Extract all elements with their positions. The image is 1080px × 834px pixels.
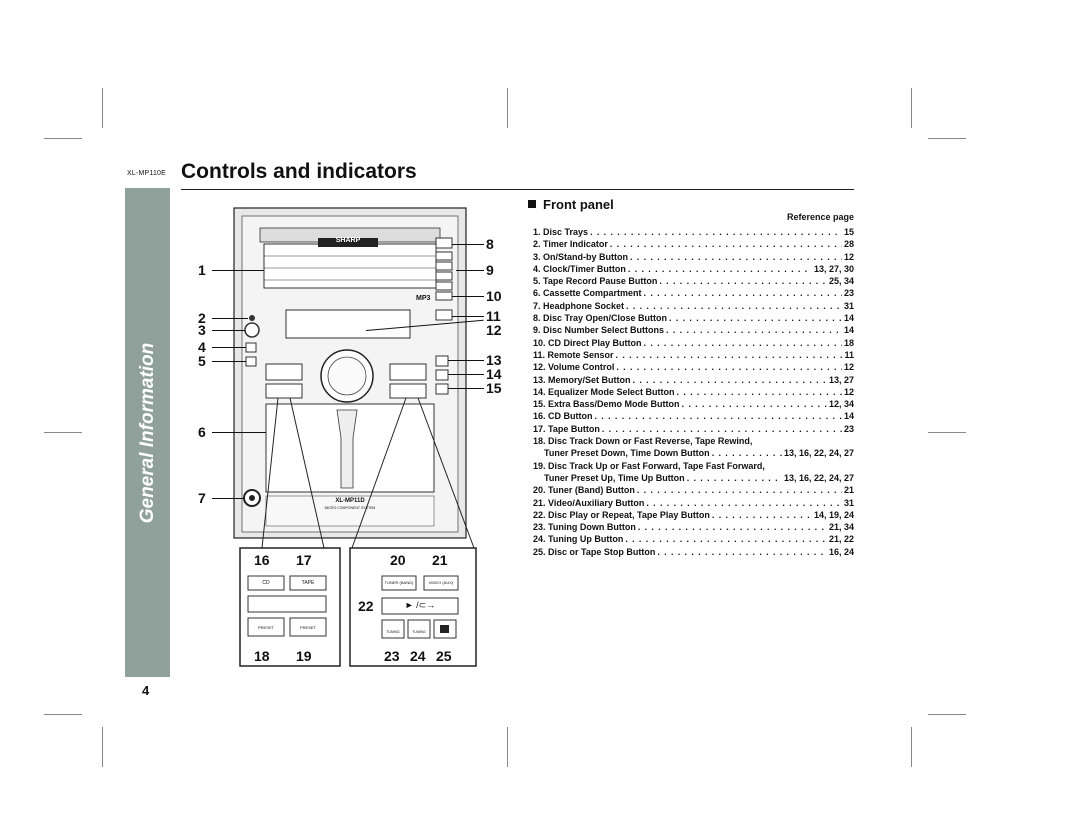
item-label: Tuner Preset Up, Time Up Button [544,472,685,483]
dot-leader [595,410,842,422]
list-item [533,374,854,386]
sidebar-label: General Information [136,342,158,523]
leader-line [448,374,484,375]
item-label: 9. Disc Number Select Buttons [533,325,665,336]
dot-leader [659,275,827,287]
dot-leader [712,447,782,459]
model-subtitle: MICRO COMPONENT SYSTEM [324,506,376,510]
crop-mark [928,138,966,139]
callout-19: 19 [296,648,312,664]
dot-leader [626,300,842,312]
item-label: 6. Cassette Compartment [533,288,642,299]
list-item [533,472,854,484]
callout-23: 23 [384,648,400,664]
list-item [533,287,854,299]
list-item [533,546,854,558]
dot-leader [630,251,842,263]
item-pages: 12, 34 [828,399,854,410]
tape-button-label: TAPE [301,580,315,586]
item-label: 21. Video/Auxiliary Button [533,497,645,508]
list-item [533,386,854,398]
dot-leader [644,287,842,299]
item-label: 15. Extra Bass/Demo Mode Button [533,399,680,410]
item-pages: 14, 19, 24 [813,509,854,520]
callout-12: 12 [486,322,502,338]
crop-mark [102,727,103,767]
callout-20: 20 [390,552,406,568]
callout-2: 2 [198,310,206,326]
dot-leader [687,472,782,484]
item-label: 10. CD Direct Play Button [533,337,642,348]
dot-leader [666,324,842,336]
dot-leader [644,337,842,349]
item-pages: 31 [843,497,854,508]
tuning-up-label: TUNING [412,630,426,634]
dot-leader [616,349,843,361]
dot-leader [677,386,842,398]
item-pages: 14 [843,313,854,324]
callout-17: 17 [296,552,312,568]
video-aux-label: VIDEO (AUX) [428,580,454,585]
item-pages: 12 [843,386,854,397]
section-sidebar [125,188,170,677]
item-label: 24. Tuning Up Button [533,534,624,545]
controls-list [533,226,854,558]
reference-page-header: Reference page [786,212,854,222]
callout-25: 25 [436,648,452,664]
list-item [533,497,854,509]
list-item [533,509,854,521]
crop-mark [44,714,82,715]
list-item [533,238,854,250]
crop-mark [911,88,912,128]
mp3-logo: MP3 [416,295,431,302]
item-pages: 14 [843,411,854,422]
play-symbol: ► /⊂→ [404,600,436,610]
item-pages: 13, 16, 22, 24, 27 [783,472,854,483]
leader-line [212,361,246,362]
list-item [533,361,854,373]
crop-mark [911,727,912,767]
item-pages: 21 [843,485,854,496]
callout-7: 7 [198,490,206,506]
callout-22: 22 [358,598,374,614]
title-rule [181,189,854,190]
dot-leader [633,374,827,386]
list-item [533,410,854,422]
callout-1: 1 [198,262,206,278]
section-heading-text: Front panel [543,197,614,212]
list-item [533,533,854,545]
list-item [533,226,854,238]
item-label: 8. Disc Tray Open/Close Button [533,313,668,324]
callout-14: 14 [486,366,502,382]
list-item [533,484,854,496]
item-label: 16. CD Button [533,411,593,422]
leader-line [212,270,264,271]
item-label: 2. Timer Indicator [533,239,608,250]
leader-line [212,318,248,319]
leader-line [212,432,266,433]
dot-leader [637,484,842,496]
list-item [533,312,854,324]
preset-up-label: PRESET [299,625,316,630]
item-label: 1. Disc Trays [533,227,589,237]
dot-leader [638,521,827,533]
list-item [533,337,854,349]
item-label: 19. Disc Track Up or Fast Forward, Tape Fast Forward, [533,460,765,471]
preset-down-label: PRESET [257,625,274,630]
item-pages: 11 [844,349,854,360]
item-label: 13. Memory/Set Button [533,374,631,385]
section-heading [528,197,614,212]
callout-10: 10 [486,288,502,304]
brand-logo: SHARP [335,237,361,244]
page-title: Controls and indicators [181,160,417,183]
list-item [533,423,854,435]
front-panel-diagram [190,198,510,670]
tuner-band-label: TUNER (BAND) [384,580,414,585]
item-label: 25. Disc or Tape Stop Button [533,546,656,557]
item-pages: 12 [843,251,854,262]
model-name: XL-MP11D [335,498,365,504]
item-label: 17. Tape Button [533,423,600,434]
callout-6: 6 [198,424,206,440]
item-pages: 21, 34 [828,522,854,533]
dot-leader [625,533,827,545]
callout-16: 16 [254,552,270,568]
callout-13: 13 [486,352,502,368]
crop-mark [928,432,966,433]
dot-leader [610,238,842,250]
list-item [533,398,854,410]
crop-mark [44,138,82,139]
item-pages: 23 [843,288,854,299]
item-pages: 15 [843,227,854,237]
callout-11: 11 [486,308,501,324]
leader-line [212,330,245,331]
dot-leader [602,423,842,435]
item-label: 22. Disc Play or Repeat, Tape Play Button [533,509,710,520]
list-item [533,300,854,312]
front-panel-drawing [190,198,510,670]
list-item [533,460,854,472]
leader-line [456,270,484,271]
crop-mark [102,88,103,128]
dot-leader [590,226,842,238]
item-pages: 28 [843,239,854,250]
leader-line [452,244,484,245]
item-label: 4. Clock/Timer Button [533,263,626,274]
callout-8: 8 [486,236,494,252]
item-label: 12. Volume Control [533,362,615,373]
leader-line [212,498,244,499]
item-label: 23. Tuning Down Button [533,522,636,533]
callout-5: 5 [198,353,206,369]
crop-mark [928,714,966,715]
crop-mark [507,88,508,128]
list-item [533,435,854,447]
page-number: 4 [142,683,150,698]
item-label: 18. Disc Track Down or Fast Reverse, Tape Rewind, [533,436,753,447]
item-pages: 14 [843,325,854,336]
dot-leader [646,497,842,509]
item-label: Tuner Preset Down, Time Down Button [544,448,710,459]
item-label: 14. Equalizer Mode Select Button [533,386,675,397]
callout-3: 3 [198,322,206,338]
callout-15: 15 [486,380,502,396]
item-pages: 13, 27 [828,374,854,385]
item-pages: 25, 34 [828,276,854,287]
model-code: XL-MP110E [127,170,167,177]
dot-leader [616,361,842,373]
leader-line [448,360,484,361]
callout-21: 21 [432,552,448,568]
callout-4: 4 [198,339,206,355]
dot-leader [712,509,812,521]
item-pages: 12 [843,362,854,373]
dot-leader [657,546,827,558]
tuning-down-label: TUNING [386,630,400,634]
list-item [533,324,854,336]
item-pages: 16, 24 [828,546,854,557]
callout-9: 9 [486,262,494,278]
crop-mark [507,727,508,767]
bullet-square-icon [528,200,536,208]
list-item [533,349,854,361]
item-label: 5. Tape Record Pause Button [533,276,658,287]
item-label: 20. Tuner (Band) Button [533,485,635,496]
callout-18: 18 [254,648,270,664]
crop-mark [44,432,82,433]
item-pages: 13, 16, 22, 24, 27 [783,448,854,459]
leader-line [452,296,484,297]
leader-line [452,316,484,317]
dot-leader [669,312,842,324]
leader-line [212,347,246,348]
dot-leader [628,263,812,275]
item-label: 3. On/Stand-by Button [533,251,628,262]
list-item [533,447,854,459]
item-pages: 18 [843,337,854,348]
item-pages: 21, 22 [828,534,854,545]
cd-button-label: CD [262,580,270,586]
item-pages: 13, 27, 30 [813,263,854,274]
dot-leader [682,398,827,410]
item-pages: 23 [843,423,854,434]
callout-24: 24 [410,648,426,664]
list-item [533,263,854,275]
item-label: 11. Remote Sensor [533,349,614,360]
list-item [533,275,854,287]
leader-line [448,388,484,389]
list-item [533,251,854,263]
item-pages: 31 [843,300,854,311]
item-label: 7. Headphone Socket [533,300,625,311]
list-item [533,521,854,533]
